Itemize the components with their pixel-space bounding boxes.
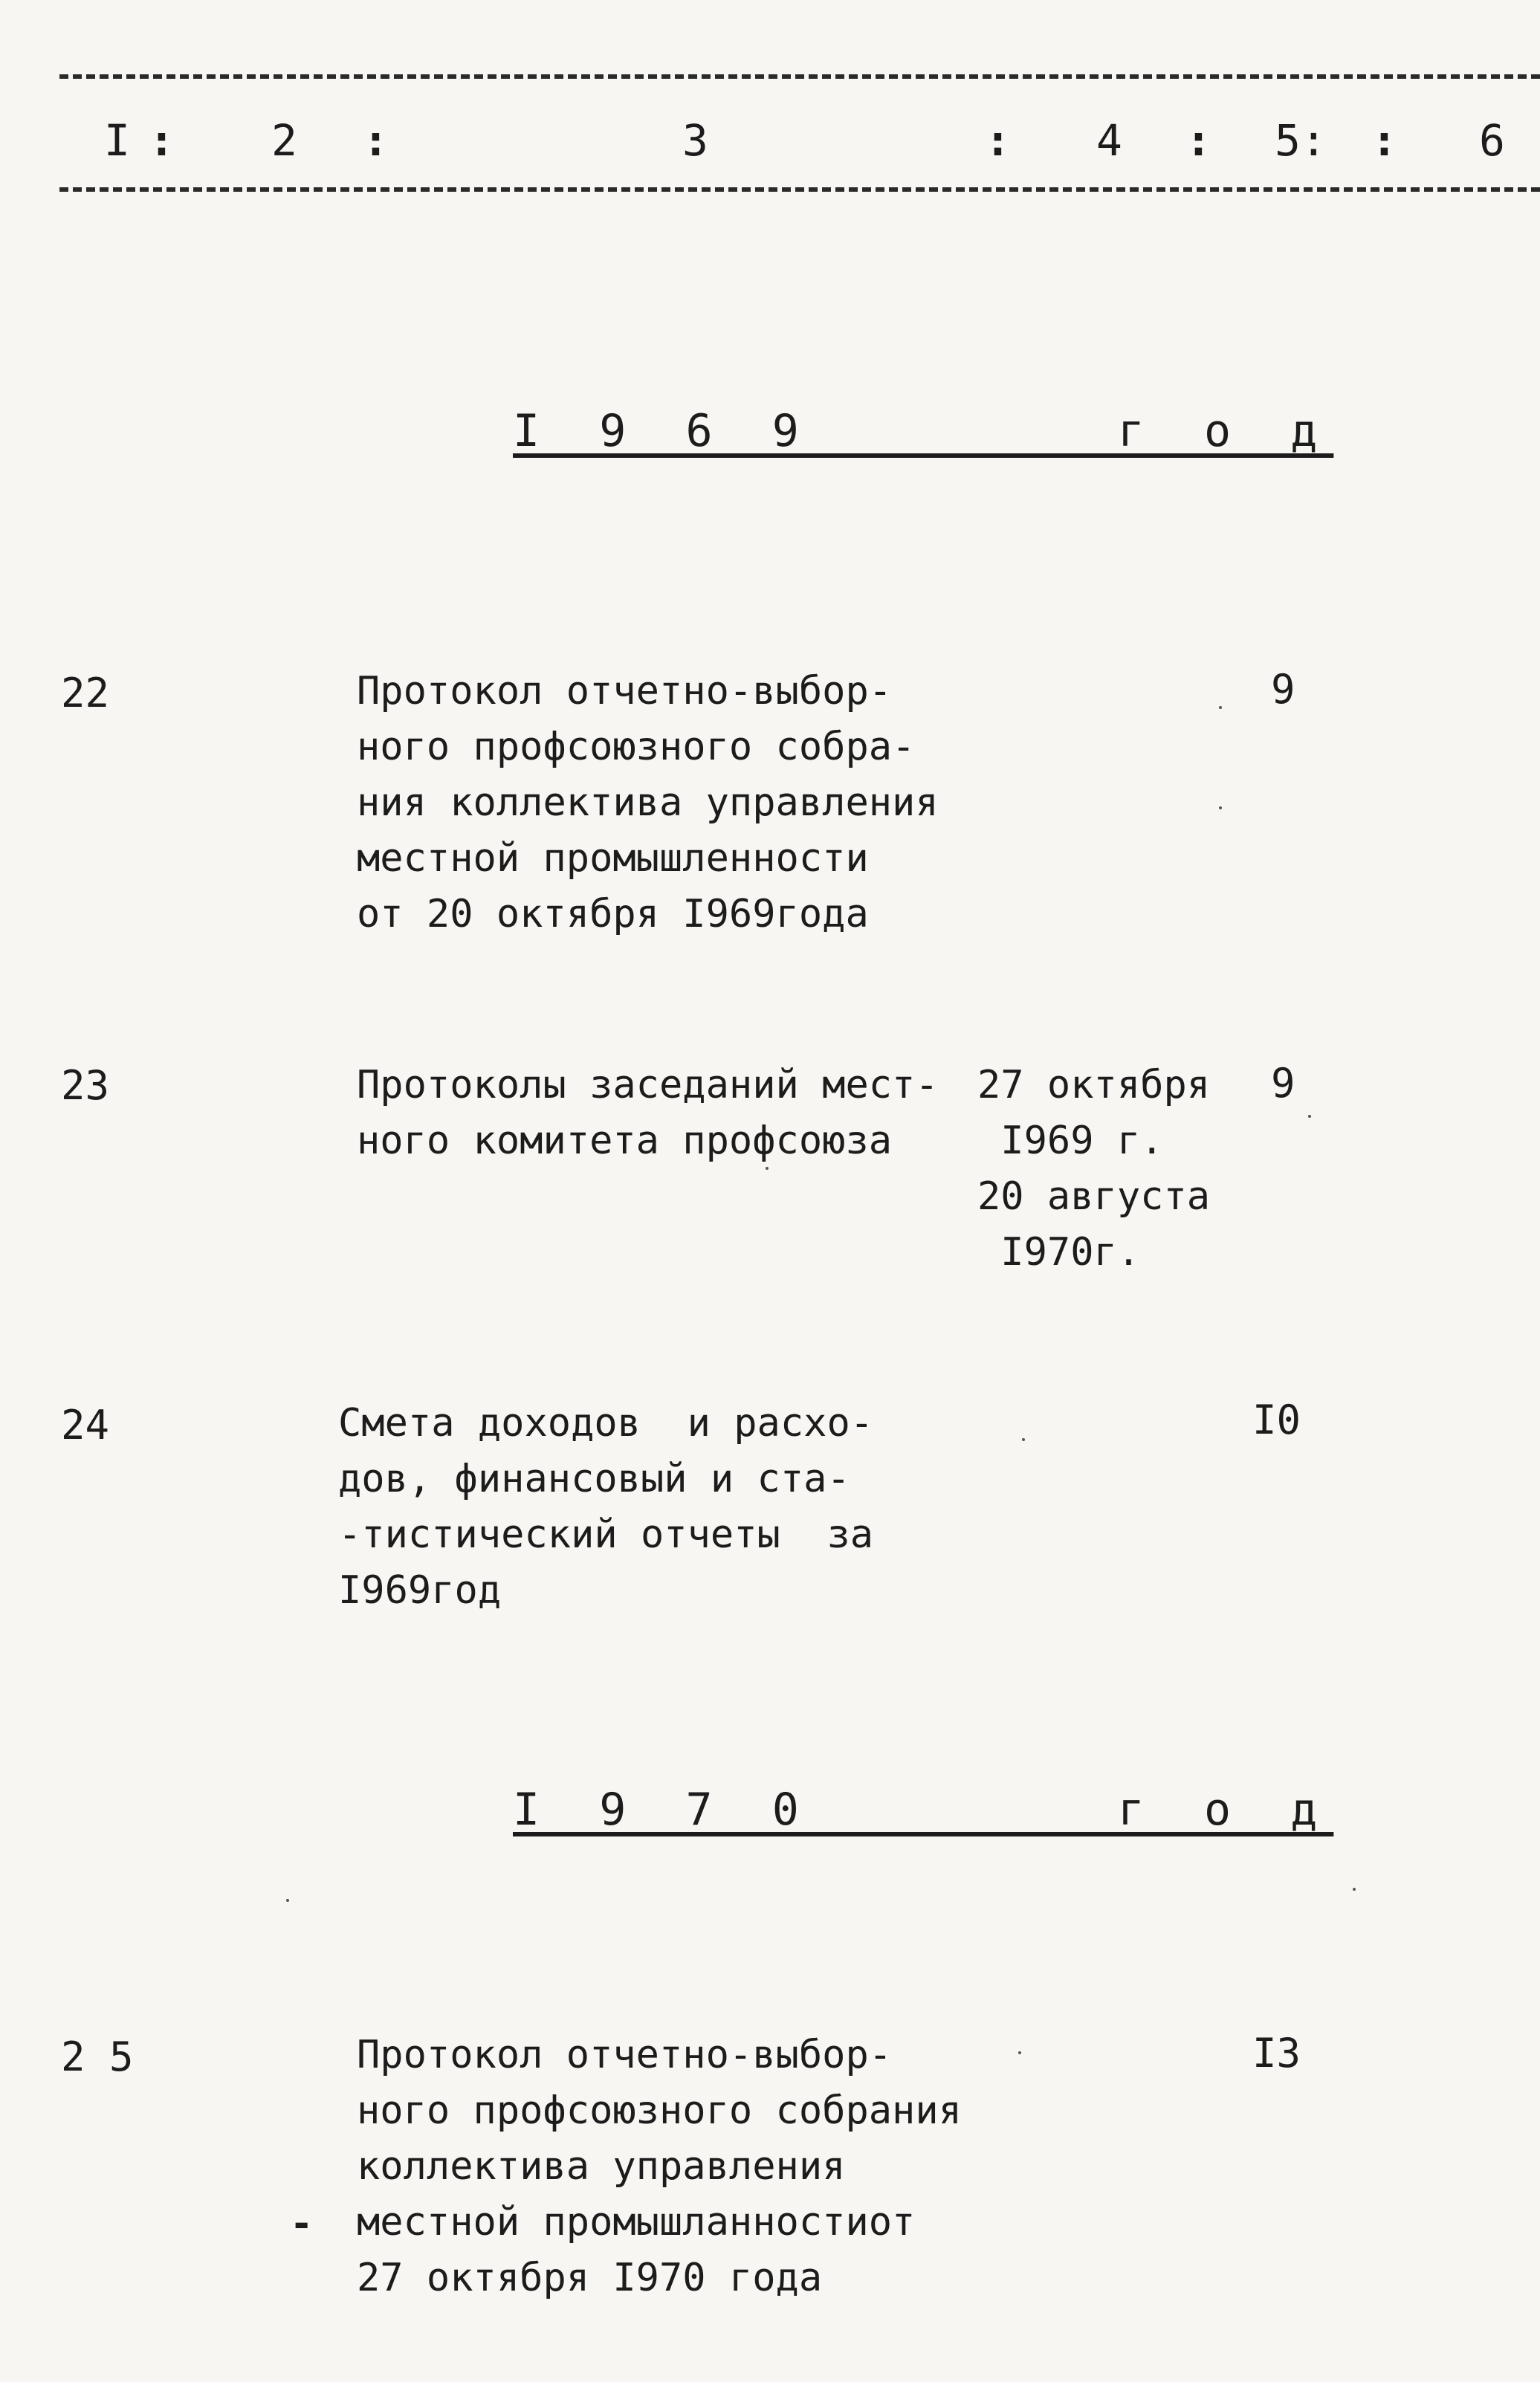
year-heading-1970: I 9 7 0 _ _ _ г о д: [513, 1784, 1334, 1836]
column-header-5: 5:: [1275, 115, 1327, 166]
header-top-rule: [59, 74, 1540, 79]
column-separator: :: [985, 115, 1011, 166]
scan-speck: [1219, 806, 1222, 809]
column-separator: :: [1371, 115, 1397, 166]
row-number: 2 5: [61, 2033, 134, 2080]
column-header-1: I: [104, 115, 130, 166]
row-number: 22: [61, 670, 110, 716]
row-sheet-count: 9: [1271, 1060, 1295, 1107]
year-heading-1969: I 9 6 9 _ _ _ г о д: [513, 405, 1334, 457]
column-separator: :: [363, 115, 389, 166]
row-sheet-count: 9: [1271, 666, 1295, 713]
row-title: Протоколы заседаний мест- ного комитета профсоюза: [357, 1063, 939, 1163]
scan-speck: [1219, 706, 1222, 709]
margin-dash-mark: -: [290, 2201, 314, 2246]
column-separator: :: [1185, 115, 1211, 166]
row-title: Протокол отчетно-выбор- ного профсоюзного собрания коллектива управления местной промышланностиот 27 октября I970 года: [357, 2033, 962, 2300]
row-title: Смета доходов и расхо- дов, финансовый и ста- -тистический отчеты за I969год: [338, 1401, 874, 1613]
scan-speck: [1308, 1115, 1311, 1118]
row-title: Протокол отчетно-выбор- ного профсоюзного собра- ния коллектива управления местной промышленности от 20 октября I969года: [357, 669, 939, 936]
scan-speck: [1018, 2051, 1021, 2054]
scan-speck: [766, 1167, 769, 1170]
column-header-6: 6: [1479, 115, 1505, 166]
row-number: 24: [61, 1402, 110, 1449]
scan-speck: [1022, 1438, 1025, 1441]
column-header-4: 4: [1096, 115, 1122, 166]
column-separator: :: [149, 115, 175, 166]
column-header-2: 2: [271, 115, 297, 166]
scan-speck: [1353, 1888, 1356, 1891]
column-header-3: 3: [682, 115, 708, 166]
header-bottom-rule: [59, 187, 1540, 192]
row-dates: 27 октября I969 г. 20 августа I970г.: [977, 1063, 1211, 1275]
row-number: 23: [61, 1062, 110, 1109]
scan-speck: [286, 1899, 289, 1902]
row-sheet-count: I3: [1252, 2030, 1301, 2077]
row-sheet-count: I0: [1252, 1396, 1301, 1443]
